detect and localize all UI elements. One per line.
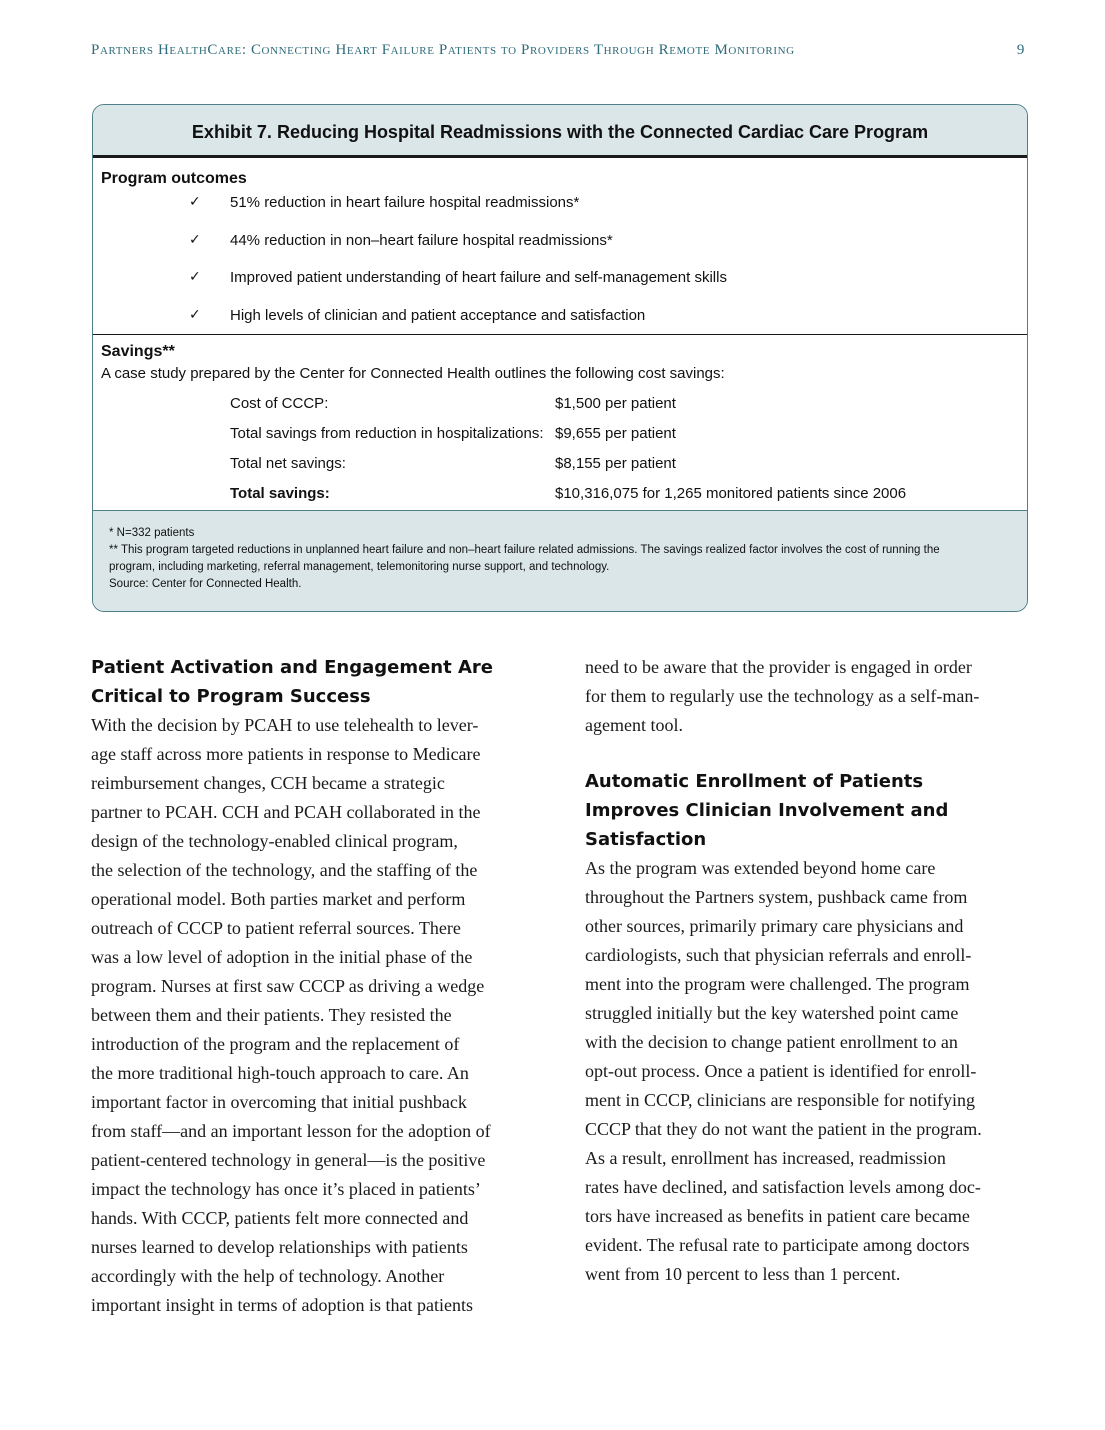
- text-line: the selection of the technology, and the staffing of the: [91, 860, 478, 880]
- footnote: * N=332 patients: [109, 527, 195, 539]
- text-line: evident. The refusal rate to participate among doctors: [585, 1235, 970, 1255]
- text-line: the more traditional high-touch approach to care. An: [91, 1063, 469, 1083]
- heading-line: Improves Clinician Involvement and: [585, 800, 949, 821]
- text-line: With the decision by PCAH to use telehealth to lever-: [91, 715, 479, 735]
- running-header: [91, 40, 1025, 64]
- savings-row: [93, 425, 1023, 445]
- text-line: other sources, primarily primary care physicians and: [585, 916, 964, 936]
- text-line: opt-out process. Once a patient is identified for enroll-: [585, 1061, 977, 1081]
- section-heading: [91, 653, 536, 711]
- savings-heading: Savings**: [101, 343, 175, 360]
- footnote: program, including marketing, referral management, telemonitoring nurse support, and technology.: [109, 561, 610, 573]
- text-line: hands. With CCCP, patients felt more connected and: [91, 1208, 469, 1228]
- source-note: Source: Center for Connected Health.: [109, 578, 302, 590]
- text-line: As a result, enrollment has increased, readmission: [585, 1148, 946, 1168]
- page-number: 9: [1016, 42, 1025, 58]
- text-line: design of the technology-enabled clinical program,: [91, 831, 458, 851]
- text-line: between them and their patients. They resisted the: [91, 1005, 452, 1025]
- savings-label: Total savings:: [230, 485, 330, 502]
- footnote: ** This program targeted reductions in unplanned heart failure and non–heart failure related admissions. The savings realized factor involves the cost of running the: [109, 544, 940, 556]
- checkmark-icon: ✓: [189, 307, 201, 323]
- exhibit-box: [92, 104, 1028, 612]
- text-line: went from 10 percent to less than 1 percent.: [585, 1264, 901, 1284]
- outcome-text: Improved patient understanding of heart failure and self-management skills: [230, 269, 727, 286]
- text-line: from staff—and an important lesson for the adoption of: [91, 1121, 491, 1141]
- savings-label: Total net savings:: [230, 455, 346, 472]
- text-line: program. Nurses at first saw CCCP as driving a wedge: [91, 976, 485, 996]
- text-line: agement tool.: [585, 715, 683, 735]
- heading-line: Automatic Enrollment of Patients: [585, 771, 924, 792]
- savings-value: $9,655 per patient: [555, 425, 676, 442]
- text-line: age staff across more patients in response to Medicare: [91, 744, 481, 764]
- running-header-title: Partners HealthCare: Connecting Heart Failure Patients to Providers Through Remote Monitoring: [91, 42, 795, 58]
- text-line: nurses learned to develop relationships with patients: [91, 1237, 468, 1257]
- text-line: rates have declined, and satisfaction levels among doc-: [585, 1177, 981, 1197]
- text-line: operational model. Both parties market and perform: [91, 889, 466, 909]
- text-line: important insight in terms of adoption is that patients: [91, 1295, 473, 1315]
- outcomes-heading: Program outcomes: [101, 170, 247, 187]
- heading-line: Critical to Program Success: [91, 686, 371, 707]
- savings-row: [93, 455, 1023, 475]
- outcome-item: [93, 194, 993, 214]
- exhibit-notes: [93, 511, 1027, 611]
- savings-value: $8,155 per patient: [555, 455, 676, 472]
- heading-line: Patient Activation and Engagement Are: [91, 657, 494, 678]
- text-line: partner to PCAH. CCH and PCAH collaborated in the: [91, 802, 481, 822]
- outcome-item: [93, 232, 993, 252]
- outcome-text: High levels of clinician and patient acceptance and satisfaction: [230, 307, 646, 324]
- text-line: As the program was extended beyond home care: [585, 858, 936, 878]
- text-line: throughout the Partners system, pushback came from: [585, 887, 968, 907]
- text-line: introduction of the program and the replacement of: [91, 1034, 460, 1054]
- outcome-text: 51% reduction in heart failure hospital readmissions*: [230, 194, 580, 211]
- heading-line: Satisfaction: [585, 829, 707, 850]
- exhibit-title: Exhibit 7. Reducing Hospital Readmissions with the Connected Cardiac Care Program: [93, 105, 1027, 158]
- outcome-text: 44% reduction in non–heart failure hospital readmissions*: [230, 232, 613, 249]
- savings-label: Cost of CCCP:: [230, 395, 329, 412]
- outcome-item: [93, 307, 993, 327]
- section-heading: [585, 767, 1030, 854]
- left-column: [91, 653, 536, 1320]
- checkmark-icon: ✓: [189, 194, 201, 210]
- text-line: for them to regularly use the technology as a self-man-: [585, 686, 980, 706]
- savings-section: [93, 335, 1027, 511]
- body-paragraph: [585, 653, 1030, 740]
- body-paragraph: [91, 711, 536, 1320]
- text-line: with the decision to change patient enrollment to an: [585, 1032, 958, 1052]
- savings-row: [93, 395, 1023, 415]
- savings-label: Total savings from reduction in hospitalizations:: [230, 425, 544, 442]
- right-column: [585, 653, 1030, 1289]
- checkmark-icon: ✓: [189, 269, 201, 285]
- text-line: need to be aware that the provider is engaged in order: [585, 657, 972, 677]
- checkmark-icon: ✓: [189, 232, 201, 248]
- text-line: impact the technology has once it’s placed in patients’: [91, 1179, 481, 1199]
- text-line: tors have increased as benefits in patient care became: [585, 1206, 970, 1226]
- text-line: reimbursement changes, CCH became a strategic: [91, 773, 445, 793]
- text-line: cardiologists, such that physician referrals and enroll-: [585, 945, 972, 965]
- body-paragraph: [585, 854, 1030, 1289]
- text-line: important factor in overcoming that initial pushback: [91, 1092, 467, 1112]
- savings-row-total: [93, 485, 1023, 505]
- savings-intro: A case study prepared by the Center for Connected Health outlines the following cost savings:: [101, 365, 725, 382]
- text-line: patient-centered technology in general—is the positive: [91, 1150, 486, 1170]
- text-line: was a low level of adoption in the initial phase of the: [91, 947, 473, 967]
- savings-value: $10,316,075 for 1,265 monitored patients since 2006: [555, 485, 907, 502]
- paragraph-spacer: [585, 740, 1030, 767]
- text-line: struggled initially but the key watershed point came: [585, 1003, 959, 1023]
- program-outcomes-section: [93, 158, 1027, 335]
- text-line: outreach of CCCP to patient referral sources. There: [91, 918, 461, 938]
- outcome-item: [93, 269, 993, 289]
- text-line: ment in CCCP, clinicians are responsible for notifying: [585, 1090, 975, 1110]
- text-line: ment into the program were challenged. The program: [585, 974, 970, 994]
- text-line: accordingly with the help of technology. Another: [91, 1266, 445, 1286]
- savings-value: $1,500 per patient: [555, 395, 676, 412]
- text-line: CCCP that they do not want the patient in the program.: [585, 1119, 982, 1139]
